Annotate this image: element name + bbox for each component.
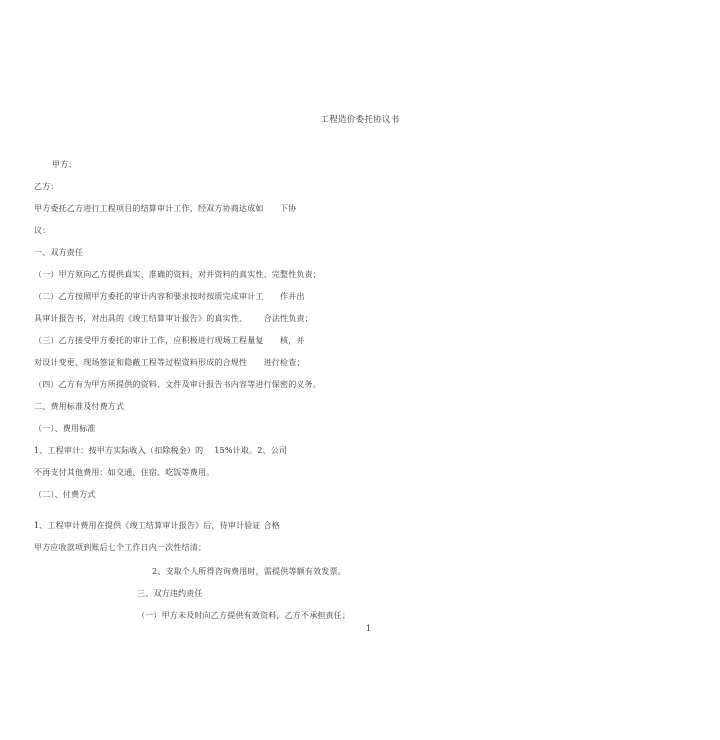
section-heading-liability: 三、双方违约责任 — [137, 589, 203, 598]
clause-2-1-line-1: 1、工程审计：按甲方实际收入（扣除税金）的 15%计取。2、公司 — [34, 446, 288, 455]
clause-1-3-line-1: （三）乙方接受甲方委托的审计工作，应积极进行现场工程量复 核，并 — [34, 336, 305, 345]
intro-paragraph-line-1: 甲方委托乙方进行工程项目的结算审计工作，经双方协商达成如 下协 — [34, 204, 297, 213]
subheading-fee-standard: （一）、费用标准 — [34, 424, 96, 433]
clause-3-1: （一）甲方未及时向乙方提供有效资料，乙方不承担责任； — [137, 611, 351, 620]
clause-1-2-line-1: （二）乙方按照甲方委托的审计内容和要求按时按质完成审计工 作并出 — [34, 292, 305, 301]
section-heading-responsibilities: 一、双方责任 — [34, 248, 84, 257]
clause-2-2-line-3: 2、支取个人所得咨询费用时，需提供等额有效发票。 — [152, 567, 346, 576]
clause-2-2-line-1: 1、工程审计费用在提供《竣工结算审计报告》后，待审计验证 合格 — [34, 521, 280, 530]
clause-1-4: （四）乙方有为甲方所提供的资料、文件及审计报告书内容等进行保密的义务。 — [34, 380, 321, 389]
intro-paragraph-line-2: 议： — [34, 226, 51, 235]
clause-1-1: （一）甲方须向乙方提供真实、准确的资料，对并资料的真实性、完整性负责； — [34, 270, 321, 279]
clause-2-2-line-2: 甲方应收款项到账后七个工作日内一次性结清； — [34, 543, 207, 552]
clause-1-3-line-2: 对设计变更、现场签证和隐蔽工程等过程资料形成的合规性 进行检查； — [34, 358, 305, 367]
party-b-label: 乙方： — [34, 182, 59, 191]
section-heading-fees: 二、费用标准及付费方式 — [34, 402, 125, 411]
clause-1-2-line-2: 具审计报告书，对出具的《竣工结算审计报告》的真实性、 合法性负责； — [34, 314, 313, 323]
clause-2-1-line-2: 不再支付其他费用：如交通、住宿、吃饭等费用。 — [34, 468, 215, 477]
page-number: 1 — [366, 624, 372, 633]
party-a-label: 甲方： — [52, 160, 77, 169]
document-title: 工程造价委托协议书 — [320, 115, 400, 125]
subheading-payment-method: （二）、付费方式 — [34, 490, 96, 499]
